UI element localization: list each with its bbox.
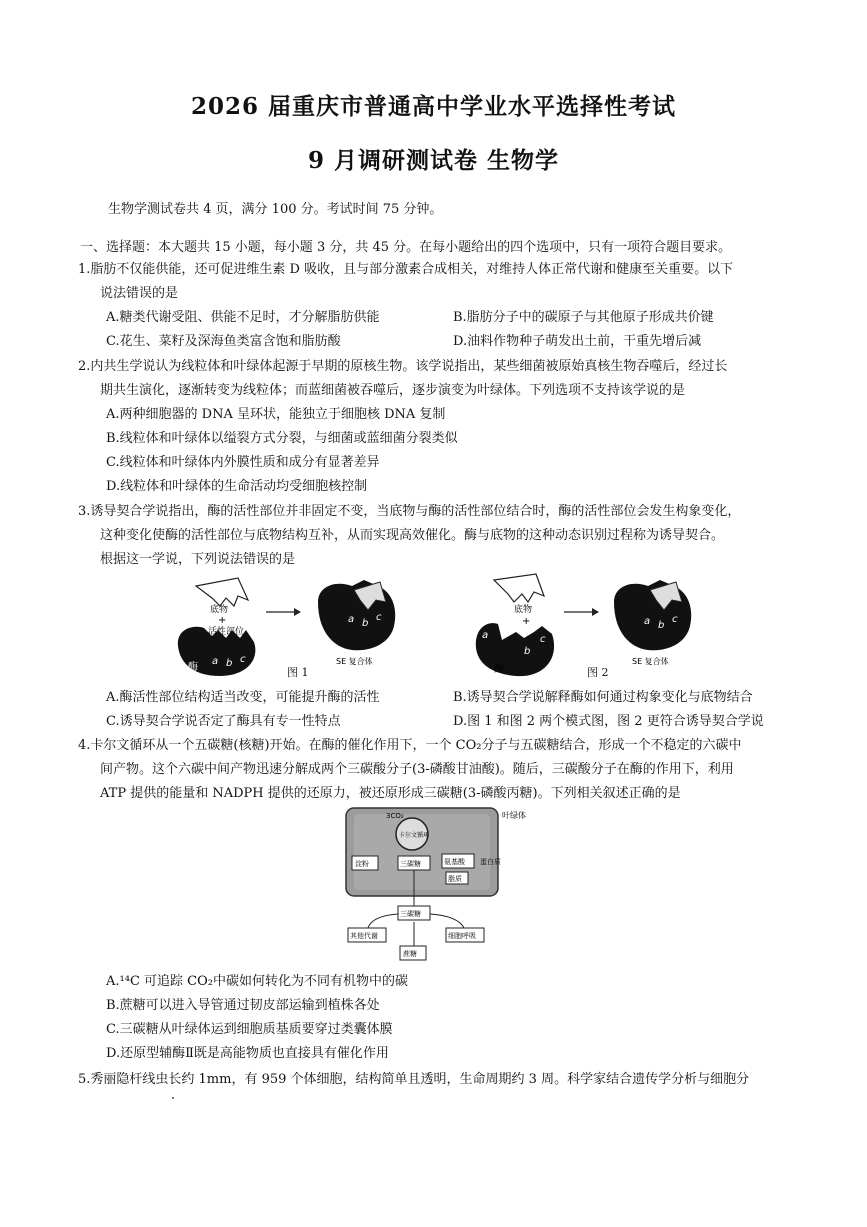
fig2-site-a: a: [482, 630, 489, 641]
q4-option-c[interactable]: C.三碳糖从叶绿体运到细胞质基质要穿过类囊体膜: [106, 1022, 393, 1037]
q2-stem: 2.内共生学说认为线粒体和叶绿体起源于早期的原核生物。该学说指出，某些细菌被原始真核生物吞噬后，经过长: [78, 359, 728, 374]
q3-options-row2: [80, 710, 800, 734]
fig1-substrate-label: 底物: [210, 605, 229, 615]
fig2-complex-c: c: [672, 614, 678, 625]
fig2-complex-a: a: [644, 616, 651, 627]
exam-title: 2026 届重庆市普通高中学业水平选择性考试: [190, 93, 677, 120]
triose2-label: 三碳糖: [400, 910, 421, 918]
q2-option-a[interactable]: A.两种细胞器的 DNA 呈环状，能独立于细胞核 DNA 复制: [106, 407, 446, 422]
exam-intro: 生物学测试卷共 4 页，满分 100 分。考试时间 75 分钟。: [108, 202, 443, 217]
fig1-site-a: a: [212, 656, 219, 667]
q1-stem-cont: 说法错误的是: [100, 286, 179, 301]
fig2-complex-label: SE 复合体: [632, 657, 669, 666]
arrow-to-other: [368, 914, 398, 928]
fig1-plus: +: [218, 615, 227, 626]
amino-label: 氨基酸: [444, 858, 465, 866]
q4-option-b[interactable]: B.蔗糖可以进入导管通过韧皮部运输到植株各处: [106, 998, 380, 1013]
fig1-enzyme-label: 酶: [188, 662, 198, 673]
fig1-complex-c: c: [376, 612, 382, 623]
chloroplast-label: 叶绿体: [502, 811, 526, 820]
calvin-cycle-diagram: [342, 806, 532, 966]
question-1: [80, 258, 800, 354]
fig1-complex-label: SE 复合体: [336, 657, 373, 666]
protein-label: 蛋白质: [480, 858, 501, 866]
q5-stem: 5.秀丽隐杆线虫长约 1mm，有 959 个体细胞，结构简单且透明，生命周期约 3 周。科学家结合遗传学分析与细胞分: [78, 1072, 750, 1087]
q2-stem-cont: 期共生演化，逐渐转变为线粒体；而蓝细菌被吞噬后，逐步演变为叶绿体。下列选项不支持该学说的是: [100, 383, 686, 398]
q4-option-a[interactable]: A.¹⁴C 可追踪 CO₂中碳如何转化为不同有机物中的碳: [106, 974, 408, 989]
question-3: [80, 500, 800, 572]
exam-subtitle: 9 月调研测试卷 生物学: [307, 147, 560, 174]
q3-option-a[interactable]: A.酶活性部位结构适当改变，可能提升酶的活性: [106, 690, 380, 705]
question-5: [80, 1068, 800, 1092]
q3-option-b[interactable]: B.诱导契合学说解释酶如何通过构象变化与底物结合: [453, 690, 753, 705]
q3-stem-cont2: 根据这一学说，下列说法错误的是: [100, 552, 296, 567]
q4-stem-cont2: ATP 提供的能量和 NADPH 提供的还原力，被还原形成三碳糖(3-磷酸丙糖)。下列相关叙述正确的是: [100, 786, 681, 801]
q3-option-d[interactable]: D.图 1 和图 2 两个模式图，图 2 更符合诱导契合学说: [453, 714, 764, 729]
lipid-label: 脂质: [448, 875, 462, 883]
q1-stem: 1.脂肪不仅能供能，还可促进维生素 D 吸收，且与部分激素合成相关，对维持人体正常代谢和健康至关重要。以下: [78, 262, 734, 277]
other-label: 其他代谢: [350, 932, 378, 940]
fig2-arrowhead: [592, 608, 599, 616]
fig1-complex-a: a: [348, 614, 355, 625]
fig2-substrate-label: 底物: [514, 605, 533, 615]
respiration-label: 细胞呼吸: [448, 932, 476, 940]
q4-option-d[interactable]: D.还原型辅酶Ⅱ既是高能物质也直接具有催化作用: [106, 1046, 389, 1061]
fig2-site-b: b: [524, 646, 531, 657]
fig2-complex-b: b: [658, 620, 665, 631]
fig1-site-b: b: [226, 658, 233, 669]
q4-stem: 4.卡尔文循环从一个五碳糖(核糖)开始。在酶的催化作用下，一个 CO₂分子与五碳糖结合，形成一个不稳定的六碳中: [78, 738, 742, 753]
cycle-label: 卡尔文循环: [399, 832, 430, 839]
question-2: [80, 355, 800, 499]
section-heading: 一、选择题：本大题共 15 小题，每小题 3 分，共 45 分。在每小题给出的四个选项中，只有一项符合题目要求。: [80, 240, 732, 255]
q1-option-a[interactable]: A.糖类代谢受阻、供能不足时，才分解脂肪供能: [106, 310, 380, 325]
fig2-site-c: c: [540, 634, 546, 645]
fig2-plus: +: [522, 616, 531, 627]
q1-option-c[interactable]: C.花生、菜籽及深海鱼类富含饱和脂肪酸: [106, 334, 341, 349]
fig2-substrate-shape: [494, 574, 544, 602]
question-4: [80, 734, 800, 806]
q4-options: [80, 970, 800, 1066]
q1-options-row2: [80, 330, 800, 354]
q3-options-row1: [80, 686, 800, 710]
q3-stem: 3.诱导契合学说指出，酶的活性部位并非固定不变，当底物与酶的活性部位结合时，酶的活性部位会发生构象变化，: [78, 504, 741, 519]
fig1-arrowhead: [294, 608, 301, 616]
fig1-complex-b: b: [362, 618, 369, 629]
q3-options: [80, 686, 800, 734]
starch-label: 淀粉: [355, 860, 369, 868]
sucrose-label: 蔗糖: [403, 950, 417, 958]
fig2-enzyme-label: 酶: [494, 664, 504, 675]
q1-options-row1: [80, 306, 800, 330]
arrow-to-respiration: [430, 914, 464, 928]
q3-option-c[interactable]: C.诱导契合学说否定了酶具有专一性特点: [106, 714, 341, 729]
co2-label: 3CO₂: [386, 812, 404, 820]
q1-option-d[interactable]: D.油料作物种子萌发出土前，干重先增后减: [453, 334, 702, 349]
q2-option-b[interactable]: B.线粒体和叶绿体以缢裂方式分裂，与细菌或蓝细菌分裂类似: [106, 431, 458, 446]
q3-stem-cont: 这种变化使酶的活性部位与底物结构互补，从而实现高效催化。酶与底物的这种动态识别过程称为诱导契合。: [100, 528, 725, 543]
fig1-substrate-shape: [196, 578, 248, 606]
q2-option-d[interactable]: D.线粒体和叶绿体的生命活动均受细胞核控制: [106, 479, 368, 494]
q1-option-b[interactable]: B.脂肪分子中的碳原子与其他原子形成共价键: [453, 310, 714, 325]
triose-label: 三碳糖: [400, 860, 421, 868]
q2-option-c[interactable]: C.线粒体和叶绿体内外膜性质和成分有显著差异: [106, 455, 380, 470]
fig2-caption: 图 2: [587, 666, 609, 679]
fig1-caption: 图 1: [287, 666, 309, 679]
fig1-site-c: c: [240, 654, 246, 665]
q4-stem-cont: 间产物。这个六碳中间产物迅速分解成两个三碳酸分子(3-磷酸甘油酸)。随后，三碳酸分子在酶的作用下，利用: [100, 762, 734, 777]
page-dot: [172, 1097, 174, 1099]
fig1-active-site-label: 活性部位: [208, 627, 245, 637]
